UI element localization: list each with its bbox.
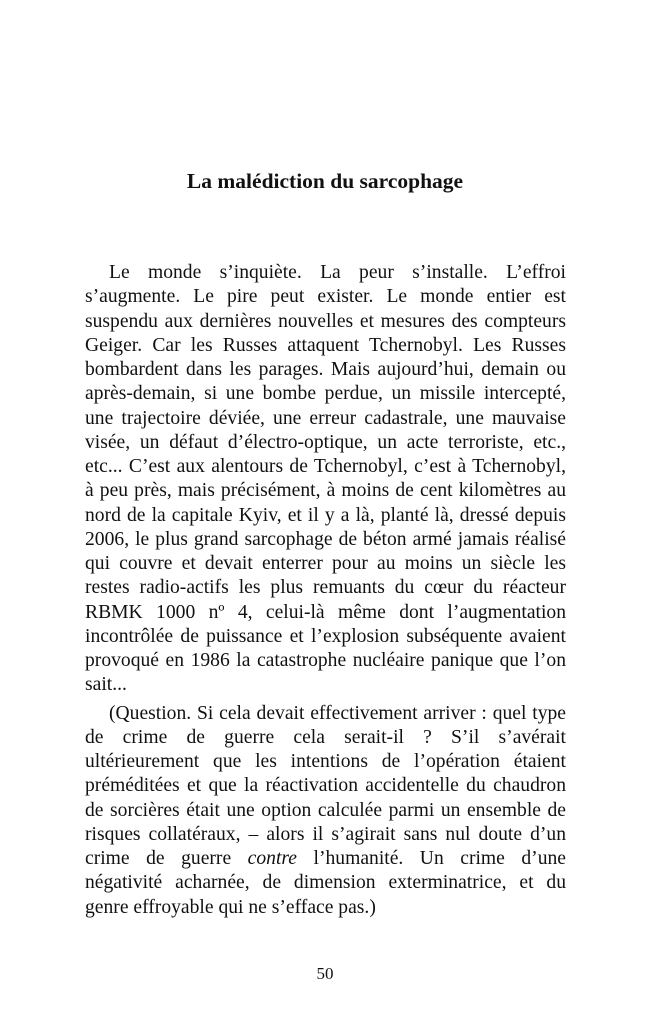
paragraph-1: Le monde s’inquiète. La peur s’installe. L’effroi s’augmente. Le pire peut exister. Le monde entier est suspendu aux dernières nouvelles et mesures des compteurs Geiger. Car les Russes attaquent Tchernobyl. Les Russes bombardent dans les parages. Mais aujourd’hui, demain ou après-demain, si une bombe perdue, un missile intercepté, une trajectoire déviée, une erreur cadastrale, une mauvaise visée, un défaut d’électro-optique, un acte terroriste, etc., etc... C’est aux alentours de Tchernobyl, c’est à Tchernobyl, à peu près, mais précisément, à moins de cent kilomètres au nord de la capitale Kyiv, et il y a là, planté là, dressé depuis 2006, le plus grand sarcophage de béton armé jamais réalisé qui couvre et devait enterrer pour au moins un siècle les restes radio-actifs les plus remuants du cœur du réacteur RBMK 1000 nº 4, celui-là même dont l’augmentation incontrôlée de puissance et l’explosion subséquente avaient provoqué en 1986 la catastrophe nucléaire panique que l’on sait... [85,262,566,696]
page-number: 50 [316,964,334,983]
paragraph-2 [85,702,566,920]
paragraph-2-text-start: (Question. Si cela devait effectivement arriver : quel type de crime de guerre cela serait-il ? S’il s’avérait ultérieurement que les intentions de l’opération étaient préméditées et que la réactivation accidentelle du chaudron de sorcières était une option calculée parmi un ensemble de risques collatéraux, – alors il s’agirait sans nul doute d’un crime de guerre [85,702,566,869]
paragraph-2-italic-word: contre [247,848,298,869]
chapter-title: La malédiction du sarcophage [186,169,464,193]
body-text [85,261,566,920]
paragraph-2-text-end: l’humanité. Un crime d’une négativité acharnée, de dimension exterminatrice, et du genre effroyable qui ne s’efface pas.) [85,848,566,918]
